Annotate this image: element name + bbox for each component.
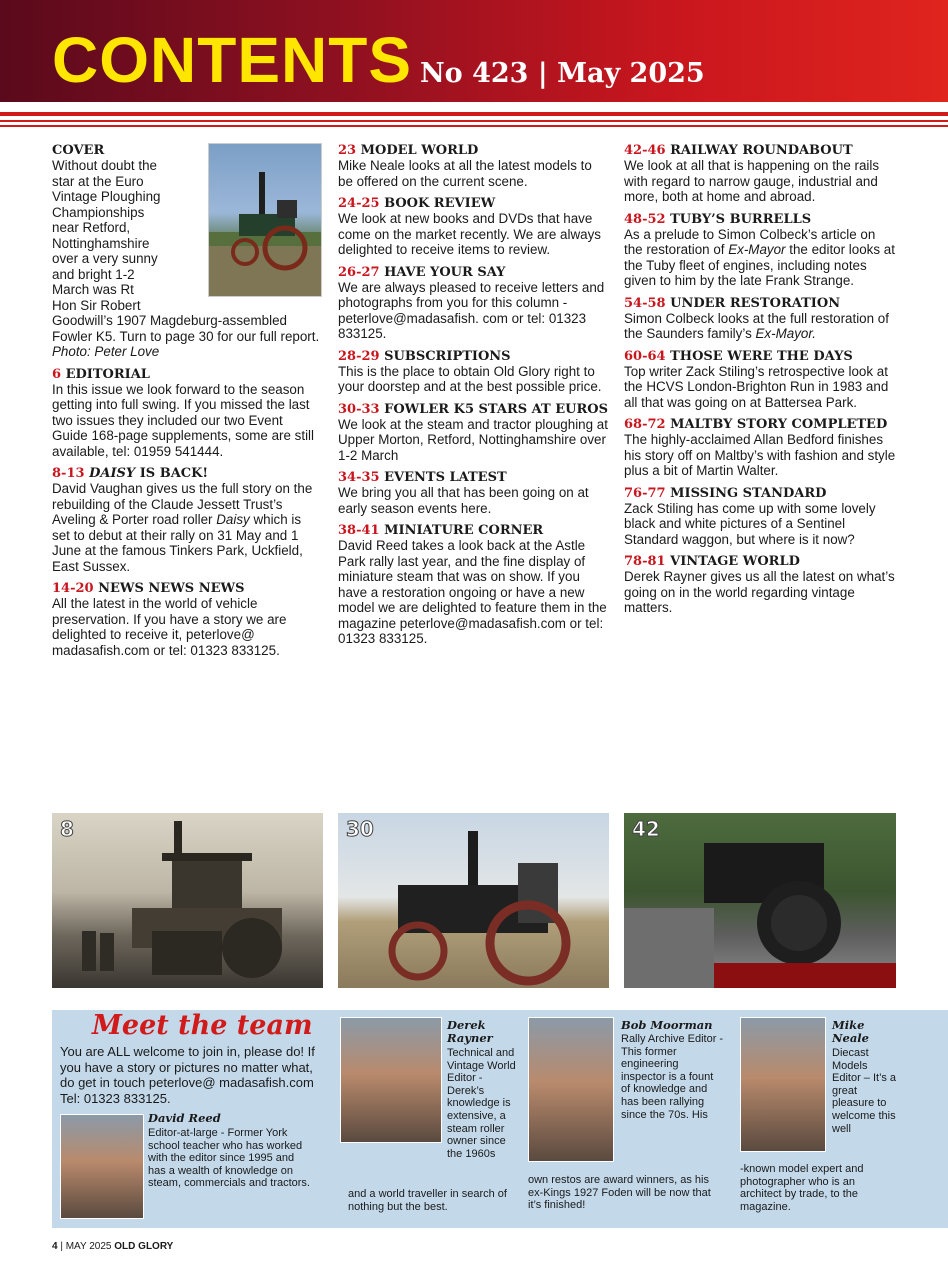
member-bio: and a world traveller in search of nothing but the best. bbox=[348, 1188, 507, 1213]
team-intro: You are ALL welcome to join in, please do! If you have a story or pictures no matter what, do get in touch peterlove@ madasafish.com Tel: 01323 833125. bbox=[60, 1044, 315, 1106]
contents-entry[interactable]: 68-72 MALTBY STORY COMPLETED The highly-acclaimed Allan Bedford finishes his story off on Maltby’s with fashion and style plus a bit of Martin Walter. bbox=[624, 417, 896, 478]
contents-entry[interactable]: 60-64 THOSE WERE THE DAYS Top writer Zack Stiling’s retrospective look at the HCVS London-Brighton Run in 1983 and all that was going on at Battersea Park. bbox=[624, 348, 889, 410]
contents-entry[interactable]: 54-58 UNDER RESTORATION Simon Colbeck looks at the full restoration of the Saunders family’s Ex-Mayor. bbox=[624, 295, 889, 341]
contents-entry[interactable]: 24-25 BOOK REVIEW We look at new books and DVDs that have come on the market recently. We are always delighted to receive items to review. bbox=[338, 196, 601, 257]
header-banner bbox=[0, 0, 948, 102]
member-name: Bob Moorman bbox=[621, 1018, 713, 1032]
contents-entry[interactable]: 26-27 HAVE YOUR SAY We are always pleased to receive letters and photographs from you for this column - peterlove@madasafish. com or tel: 01323 833125. bbox=[338, 264, 605, 341]
member-name: David Reed bbox=[148, 1111, 221, 1125]
page-title: CONTENTS bbox=[52, 24, 412, 96]
contents-entry[interactable]: 48-52 TUBY’S BURRELLS As a prelude to Simon Colbeck’s article on the restoration of Ex-Mayor the editor looks at the Tuby fleet of engines, including notes given to him by the late Frank Strange. bbox=[624, 211, 895, 288]
photo-road-roller[interactable] bbox=[52, 813, 323, 988]
photo-page-number: 42 bbox=[632, 817, 660, 841]
header-rule bbox=[0, 125, 948, 127]
cover-heading: COVER bbox=[52, 143, 105, 158]
photo-page-number: 30 bbox=[346, 817, 374, 841]
contents-entry[interactable]: 42-46 RAILWAY ROUNDABOUT We look at all that is happening on the rails with regard to narrow gauge, industrial and more, both at home and abroad. bbox=[624, 143, 880, 204]
photo-railway-locomotive[interactable] bbox=[624, 813, 896, 988]
photo-page-number: 8 bbox=[60, 817, 74, 841]
member-name: Derek Rayner bbox=[447, 1018, 493, 1045]
member-bio: Diecast Models Editor – It’s a great pleasure to welcome this well bbox=[832, 1047, 896, 1135]
contents-entry[interactable]: 28-29 SUBSCRIPTIONS This is the place to obtain Old Glory right to your doorstep and at the best possible price. bbox=[338, 348, 602, 394]
cover-photo-steam-engine bbox=[208, 143, 322, 297]
issue-number: No 423 | May 2025 bbox=[420, 58, 705, 89]
contents-entry[interactable]: 38-41 MINIATURE CORNER David Reed takes a look back at the Astle Park rally last year, and the fine display of miniature steam that was on show. If you have a restoration ongoing or have a new model we are delighted to feature them in the magazine peterlove@madasafish.com or tel: 01323 833125. bbox=[338, 523, 607, 646]
portrait-david-reed bbox=[60, 1114, 144, 1219]
header-rule bbox=[0, 112, 948, 116]
contents-entry[interactable]: 34-35 EVENTS LATEST We bring you all that has been going on at early season events here. bbox=[338, 470, 589, 516]
contents-entry[interactable]: 14-20 NEWS NEWS NEWS All the latest in the world of vehicle preservation. If you have a story we are delighted to receive it, peterlove@ madasafish.com or tel: 01323 833125. bbox=[52, 581, 287, 658]
photo-credit: Photo: Peter Love bbox=[52, 344, 160, 359]
header-rule bbox=[0, 120, 948, 122]
photo-fowler-k5[interactable] bbox=[338, 813, 609, 988]
member-bio: own restos are award winners, as his ex-Kings 1927 Foden will be now that it’s finished! bbox=[528, 1174, 711, 1212]
contents-entry[interactable]: 6 EDITORIAL In this issue we look forward to the season getting into full swing. If you missed the last two issues they included our two Event Guide 168-page supplements, some are still available, tel: 01959 541444. bbox=[52, 366, 315, 459]
member-name: Mike Neale bbox=[832, 1018, 869, 1045]
cover-text: Without doubt the star at the Euro Vintage Ploughing Championships near Retford, Nottinghamshire over a very sunny and bright 1-2 March was Rt Hon Sir Robert Goodwill’s 1907 Magdeburg-assembled Fowler K5. Turn to page 30 for our full report. Photo: Peter Love bbox=[52, 158, 320, 359]
contents-entry[interactable]: 76-77 MISSING STANDARD Zack Stiling has come up with some lovely black and white pictures of a Sentinel Standard waggon, but where is it now? bbox=[624, 485, 876, 547]
contents-entry[interactable]: 23 MODEL WORLD Mike Neale looks at all the latest models to be offered on the current scene. bbox=[338, 143, 592, 189]
member-bio: -known model expert and photographer who is an architect by trade, to the magazine. bbox=[740, 1163, 864, 1213]
contents-column-3 bbox=[624, 143, 896, 623]
member-bio: Rally Archive Editor - This former engineering inspector is a fount of knowledge and has been rallying since the 70s. His bbox=[621, 1033, 724, 1121]
contents-entry[interactable]: 30-33 FOWLER K5 STARS AT EUROS We look at the steam and tractor ploughing at Upper Morton, Retford, Nottinghamshire over 1-2 March bbox=[338, 401, 609, 463]
portrait-derek-rayner bbox=[340, 1017, 442, 1143]
contents-column-2 bbox=[338, 143, 608, 654]
portrait-mike-neale bbox=[740, 1017, 826, 1152]
team-heading: Meet the team bbox=[92, 1010, 313, 1041]
portrait-bob-moorman bbox=[528, 1017, 614, 1162]
member-bio: Technical and Vintage World Editor - Derek’s knowledge is extensive, a steam roller owner since the 1960s bbox=[447, 1047, 516, 1160]
contents-entry[interactable]: 78-81 VINTAGE WORLD Derek Rayner gives us all the latest on what’s going on in the world regarding vintage matters. bbox=[624, 554, 895, 615]
contents-entry[interactable]: 8-13 DAISY IS BACK! David Vaughan gives us the full story on the rebuilding of the Claude Jessett Trust’s Aveling & Porter road roller Daisy which is set to debut at their rally on 31 May and 1 June at the famous Tinkers Park, Uckfield, East Sussex. bbox=[52, 466, 313, 574]
member-bio: Editor-at-large - Former York school teacher who has worked with the editor since 1995 and has a wealth of knowledge on steam, commercials and tractors. bbox=[148, 1127, 310, 1190]
page-footer: 4 | MAY 2025 OLD GLORY bbox=[52, 1241, 174, 1252]
